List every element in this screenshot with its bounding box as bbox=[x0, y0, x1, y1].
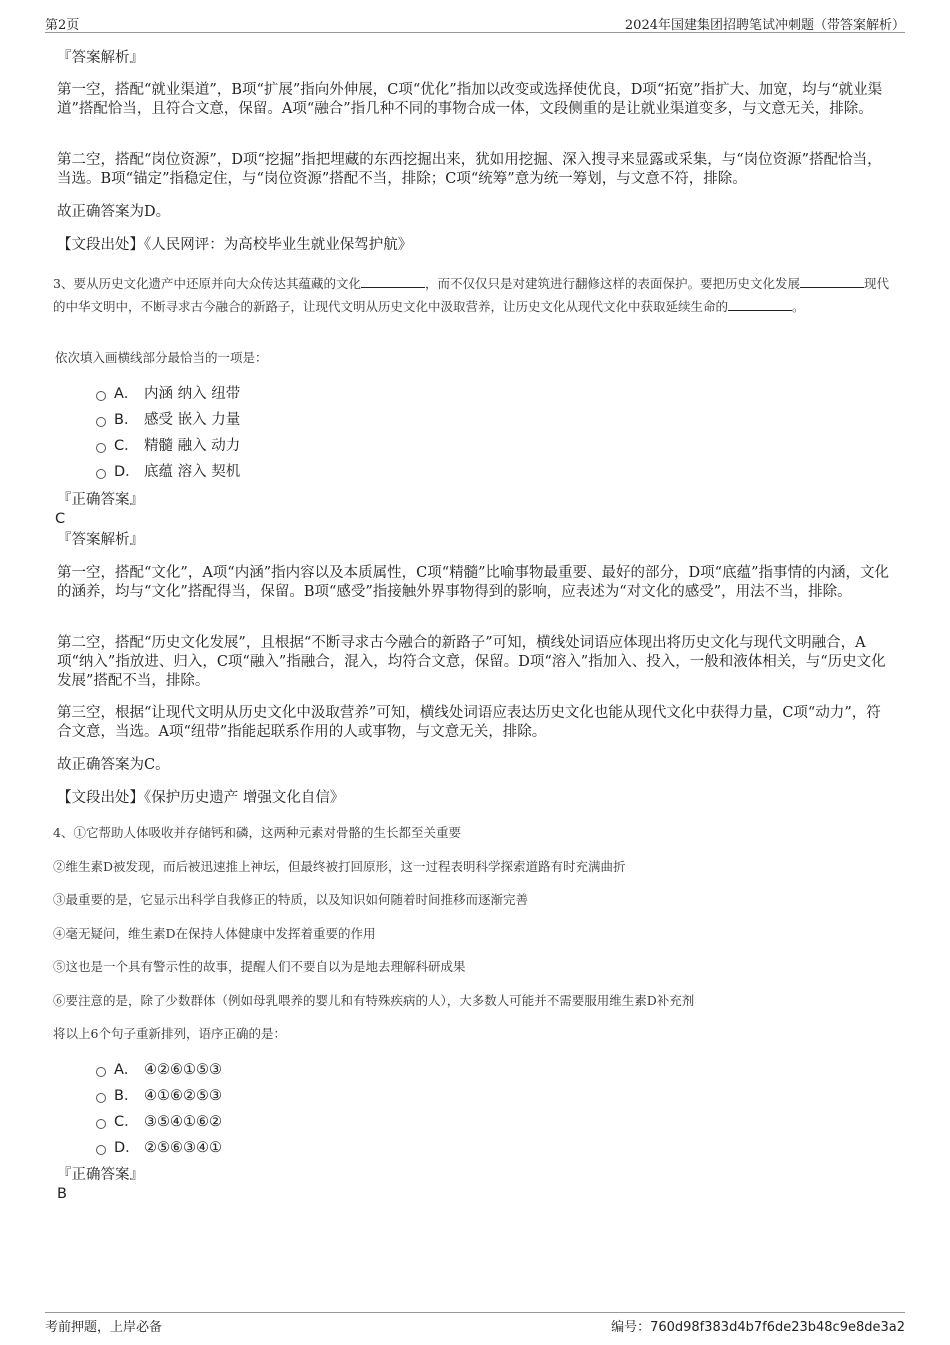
option-letter: B． bbox=[114, 1088, 139, 1104]
option-a[interactable] bbox=[96, 1060, 222, 1080]
answer-label: 『正确答案』 bbox=[57, 1167, 144, 1183]
option-letter: A． bbox=[114, 1062, 139, 1078]
stem-text: 现代的中华文明中，不断寻求古今融合的新路子，让现代文明从历史文化中汲取营养，让历史文化从现代文化中获取延续生命的 bbox=[53, 276, 889, 314]
analysis-paragraph: 第一空，搭配“就业渠道”，B项“扩展”指向外伸展，C项“优化”指加以改变或选择使优良，D项“拓宽”指扩大、加宽，均与“就业渠道”搭配恰当，且符合文意，保留。A项“融合”指几种不同的事物合成一体，文段侧重的是让就业渠道变多，与文意无关，排除。 bbox=[57, 82, 883, 117]
option-text: 精髓 融入 动力 bbox=[144, 438, 241, 454]
question-3-stem bbox=[53, 272, 893, 318]
option-a[interactable] bbox=[96, 384, 240, 404]
question-4-sentence: ④毫无疑问，维生素D在保持人体健康中发挥着重要的作用 bbox=[53, 926, 376, 941]
radio-icon[interactable] bbox=[96, 1119, 106, 1129]
conclusion: 故正确答案为C。 bbox=[57, 757, 170, 773]
stem-text: 。 bbox=[792, 299, 805, 314]
fill-blank bbox=[361, 274, 425, 288]
code-label: 编号： bbox=[611, 1320, 651, 1335]
option-b[interactable] bbox=[96, 1086, 222, 1106]
option-text: ②⑤⑥③④① bbox=[144, 1140, 222, 1156]
analysis-label: 『答案解析』 bbox=[57, 532, 144, 548]
footer-slogan: 考前押题，上岸必备 bbox=[45, 1320, 163, 1335]
document-title: 2024年国建集团招聘笔试冲刺题（带答案解析） bbox=[624, 18, 905, 33]
fill-blank bbox=[728, 297, 792, 311]
option-letter: C． bbox=[114, 1114, 139, 1130]
page-number: 第2页 bbox=[45, 18, 80, 33]
option-letter: D． bbox=[114, 1140, 140, 1156]
option-text: 内涵 纳入 纽带 bbox=[144, 386, 241, 402]
source: 【文段出处】《人民网评：为高校毕业生就业保驾护航》 bbox=[57, 237, 413, 253]
option-text: 感受 嵌入 力量 bbox=[144, 412, 241, 428]
radio-icon[interactable] bbox=[96, 1145, 106, 1155]
option-text: 底蕴 溶入 契机 bbox=[144, 464, 241, 480]
option-letter: A． bbox=[114, 386, 139, 402]
option-d[interactable] bbox=[96, 462, 240, 482]
option-letter: C． bbox=[114, 438, 139, 454]
radio-icon[interactable] bbox=[96, 1067, 106, 1077]
option-c[interactable] bbox=[96, 436, 240, 456]
code-value: 760d98f383d4b7f6de23b48c9e8de3a2 bbox=[650, 1320, 905, 1335]
analysis-paragraph: 第一空，搭配“文化”，A项“内涵”指内容以及本质属性，C项“精髓”比喻事物最重要、最好的部分，D项“底蕴”指事情的内涵，文化的涵养，均与“文化”搭配得当，保留。B项“感受”指接触外界事物得到的影响，应表述为“对文化的感受”，用法不当，排除。 bbox=[57, 565, 889, 600]
option-d[interactable] bbox=[96, 1138, 222, 1158]
answer-value: C bbox=[55, 511, 66, 527]
conclusion: 故正确答案为D。 bbox=[57, 204, 171, 220]
fill-blank bbox=[800, 274, 864, 288]
radio-icon[interactable] bbox=[96, 1093, 106, 1103]
question-instruction: 将以上6个句子重新排列，语序正确的是： bbox=[53, 1026, 286, 1041]
question-4-sentence: ⑤这也是一个具有警示性的故事，提醒人们不要自以为是地去理解科研成果 bbox=[53, 959, 466, 974]
question-4-sentence: ②维生素D被发现，而后被迅速推上神坛，但最终被打回原形，这一过程表明科学探索道路有时充满曲折 bbox=[53, 859, 626, 874]
analysis-label: 『答案解析』 bbox=[57, 50, 144, 66]
stem-text: 3、要从历史文化遗产中还原并向大众传达其蕴藏的文化 bbox=[53, 276, 361, 291]
question-4-sentence: ③最重要的是，它显示出科学自我修正的特质，以及知识如何随着时间推移而逐渐完善 bbox=[53, 892, 529, 907]
option-letter: D． bbox=[114, 464, 140, 480]
question-instruction: 依次填入画横线部分最恰当的一项是： bbox=[55, 350, 268, 365]
page-header bbox=[45, 12, 905, 33]
radio-icon[interactable] bbox=[96, 443, 106, 453]
source: 【文段出处】《保护历史遗产 增强文化自信》 bbox=[57, 790, 345, 806]
option-text: ③⑤④①⑥② bbox=[144, 1114, 222, 1130]
analysis-paragraph: 第三空，根据“让现代文明从历史文化中汲取营养”可知，横线处词语应表达历史文化也能从现代文化中获得力量，C项“动力”，符合文意，当选。A项“纽带”指能起联系作用的人或事物，与文意无关，排除。 bbox=[57, 705, 881, 740]
page-footer bbox=[45, 1312, 905, 1335]
radio-icon[interactable] bbox=[96, 469, 106, 479]
radio-icon[interactable] bbox=[96, 391, 106, 401]
question-4-sentence: ⑥要注意的是，除了少数群体（例如母乳喂养的婴儿和有特殊疾病的人），大多数人可能并不需要服用维生素D补充剂 bbox=[53, 993, 695, 1008]
answer-value: B bbox=[57, 1186, 67, 1202]
analysis-paragraph: 第二空，搭配“岗位资源”，D项“挖掘”指把埋藏的东西挖掘出来，犹如用挖掘、深入搜寻来显露或采集，与“岗位资源”搭配恰当，当选。B项“锚定”指稳定住，与“岗位资源”搭配不当，排除；C项“统筹”意为统一筹划，与文意不符，排除。 bbox=[57, 152, 882, 187]
analysis-paragraph: 第二空，搭配“历史文化发展”，且根据“不断寻求古今融合的新路子”可知，横线处词语应体现出将历史文化与现代文明融合，A项“纳入”指放进、归入，C项“融入”指融合，混入，均符合文意，保留。D项“溶入”指加入、投入，一般和液体相关，与“历史文化发展”搭配不当，排除。 bbox=[57, 635, 886, 689]
option-b[interactable] bbox=[96, 410, 240, 430]
question-4-sentence: 4、①它帮助人体吸收并存储钙和磷，这两种元素对骨骼的生长都至关重要 bbox=[53, 825, 461, 840]
option-text: ④①⑥②⑤③ bbox=[144, 1088, 222, 1104]
answer-label: 『正确答案』 bbox=[57, 492, 144, 508]
option-text: ④②⑥①⑤③ bbox=[144, 1062, 222, 1078]
option-c[interactable] bbox=[96, 1112, 222, 1132]
radio-icon[interactable] bbox=[96, 417, 106, 427]
option-letter: B． bbox=[114, 412, 139, 428]
stem-text: ，而不仅仅只是对建筑进行翻修这样的表面保护。要把历史文化发展 bbox=[424, 276, 800, 291]
document-code bbox=[611, 1316, 905, 1335]
